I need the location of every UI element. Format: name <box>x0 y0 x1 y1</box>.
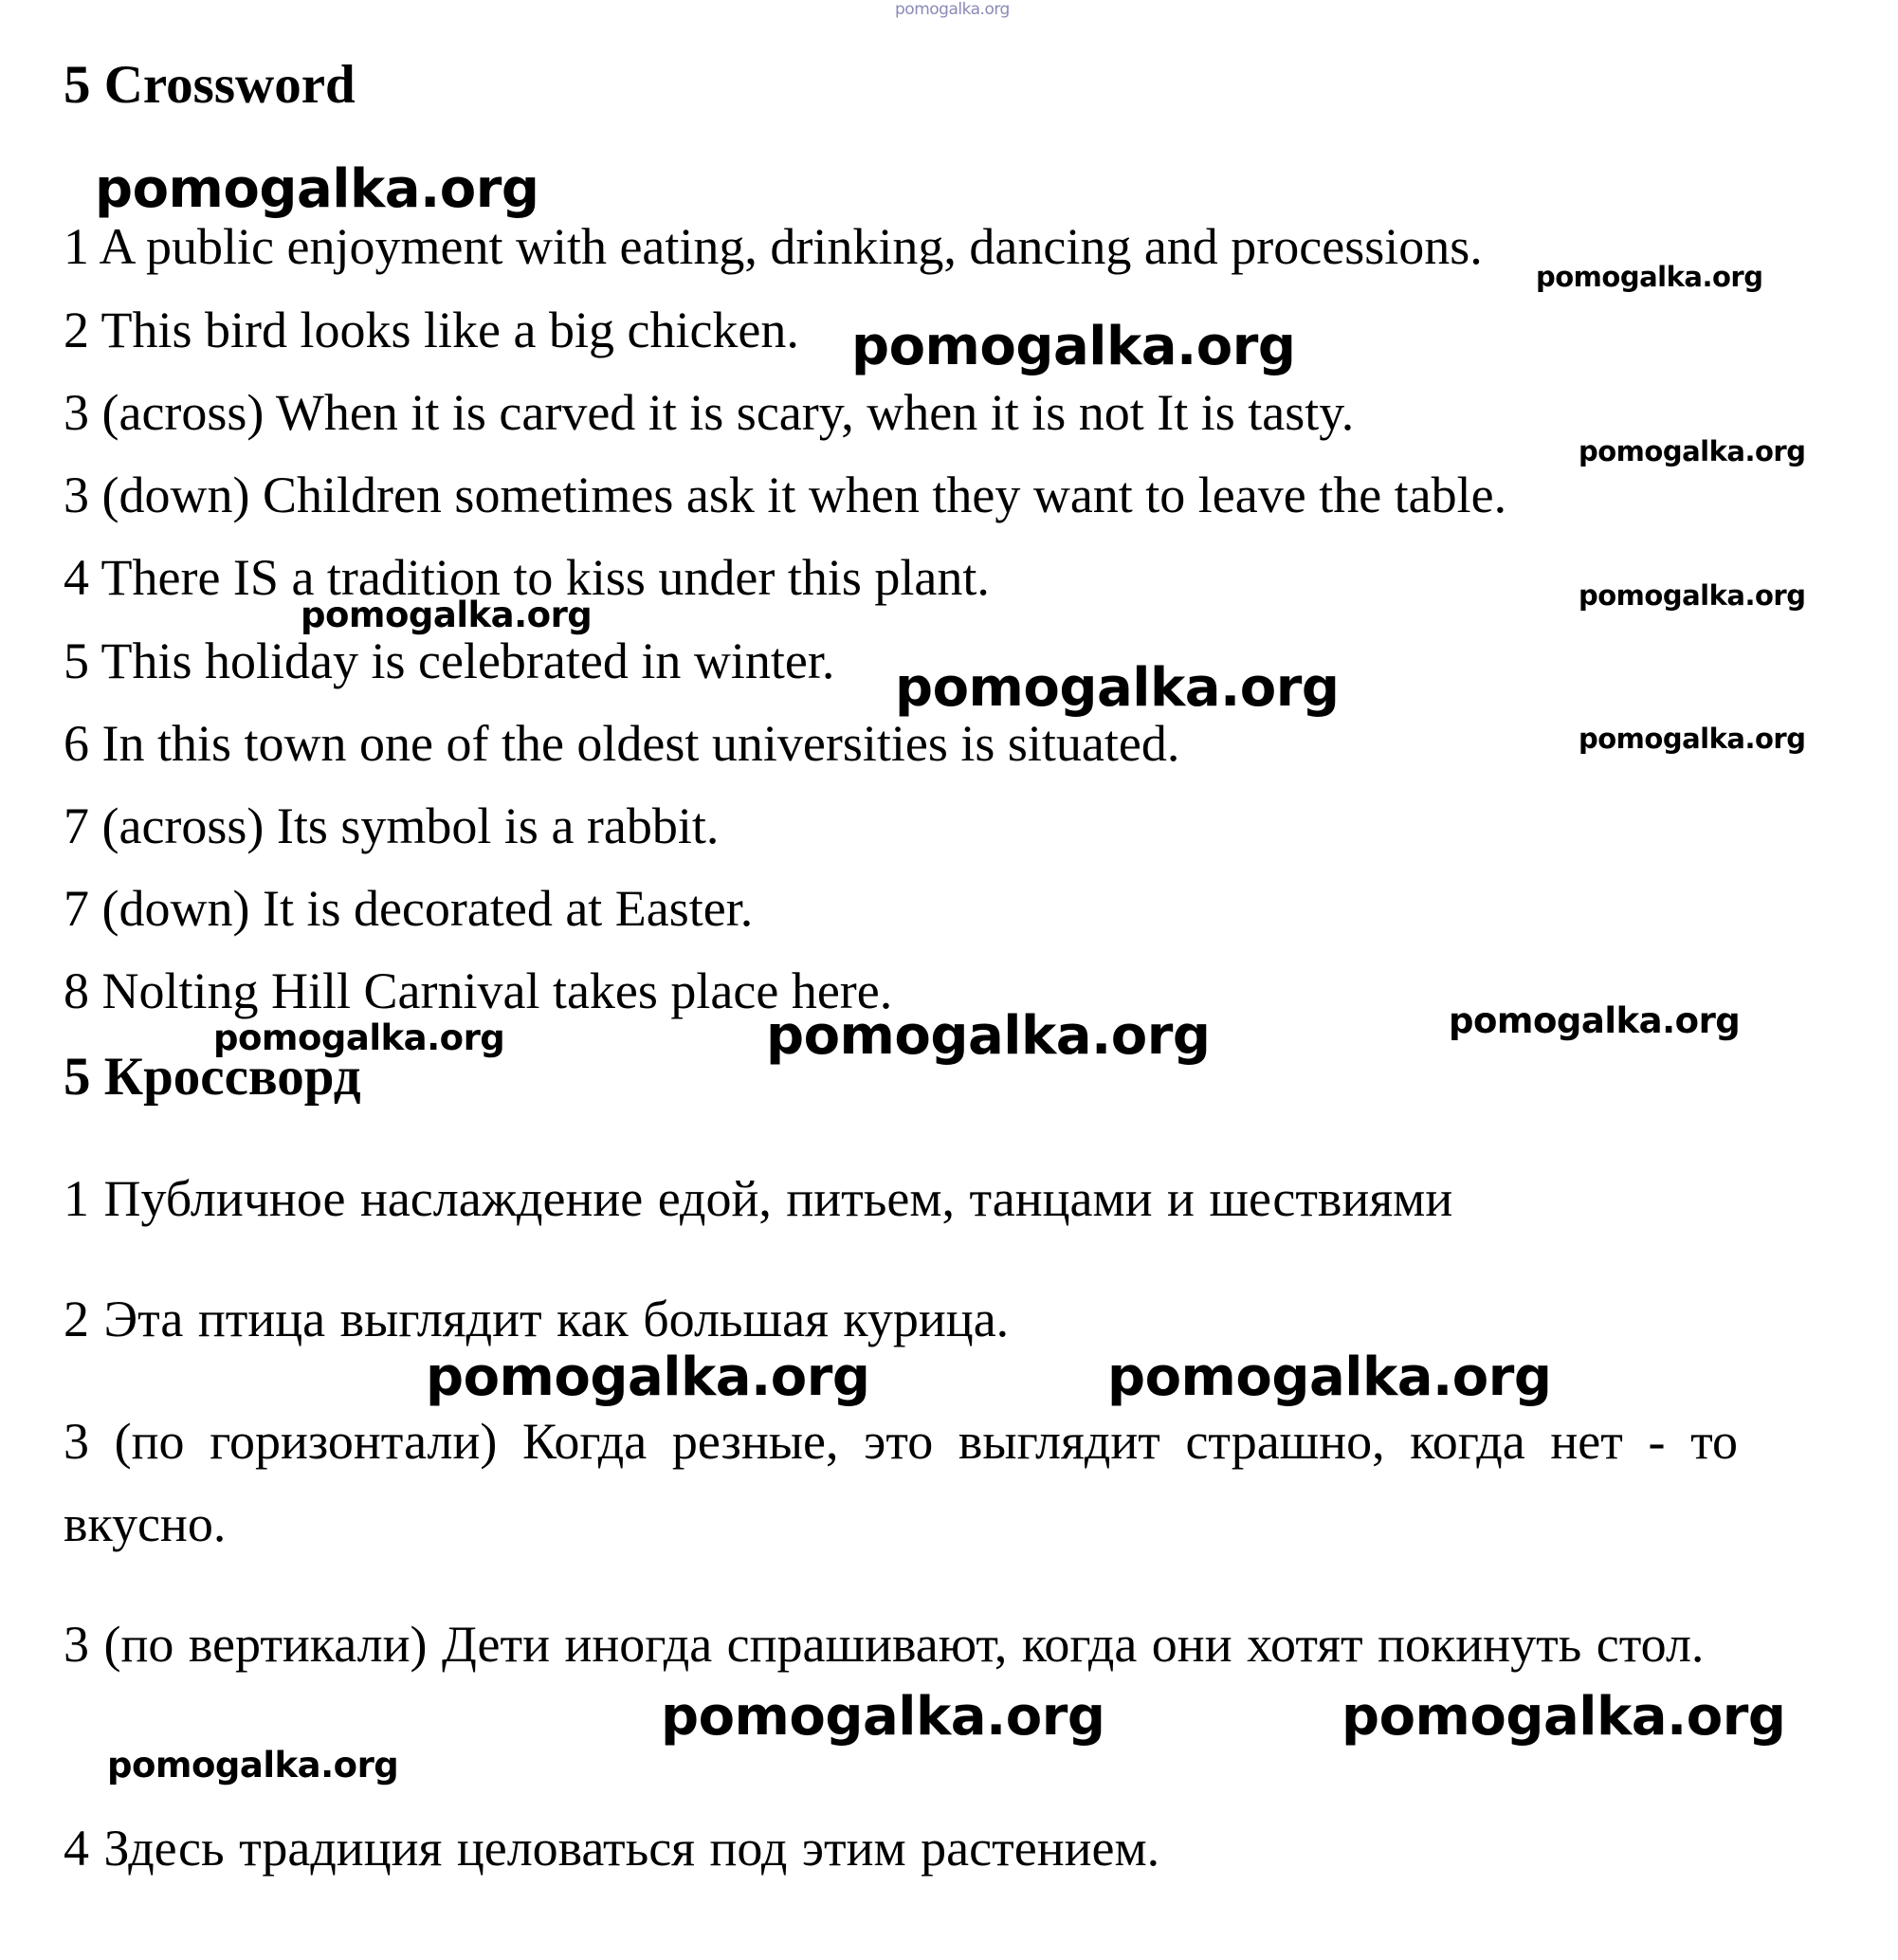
clue-en-8: 8 Nolting Hill Carnival takes place here. <box>64 962 893 1019</box>
clue-ru-3-across: 3 (по горизонтали) Когда резные, это выглядит страшно, когда нет - то вкусно. <box>64 1413 1738 1552</box>
clue-ru-4: 4 Здесь традиция целоваться под этим растением. <box>64 1820 1160 1877</box>
clue-ru-2: 2 Эта птица выглядит как большая курица. <box>64 1291 1010 1347</box>
watermark: pomogalka.org <box>426 1346 870 1408</box>
clue-en-5: 5 This holiday is celebrated in winter. <box>64 632 835 689</box>
watermark: pomogalka.org <box>1341 1686 1786 1748</box>
watermark: pomogalka.org <box>95 158 539 220</box>
watermark: pomogalka.org <box>1449 1000 1741 1041</box>
clue-en-1: 1 A public enjoyment with eating, drinking, dancing and processions. <box>64 218 1483 275</box>
clue-ru-1: 1 Публичное наслаждение едой, питьем, танцами и шествиями <box>64 1170 1453 1227</box>
header-watermark: pomogalka.org <box>895 0 1010 19</box>
clue-en-2: 2 This bird looks like a big chicken. <box>64 302 799 358</box>
clue-en-3-across: 3 (across) When it is carved it is scary, when it is not It is tasty. <box>64 384 1355 441</box>
watermark: pomogalka.org <box>1107 1346 1552 1408</box>
watermark: pomogalka.org <box>766 1005 1211 1067</box>
watermark: pomogalka.org <box>107 1745 399 1786</box>
watermark: pomogalka.org <box>1579 435 1806 467</box>
watermark: pomogalka.org <box>851 316 1296 377</box>
watermark: pomogalka.org <box>661 1686 1105 1748</box>
clue-ru-3-down: 3 (по вертикали) Дети иногда спрашивают, когда они хотят покинуть стол. <box>64 1616 1705 1673</box>
watermark: pomogalka.org <box>213 1017 505 1058</box>
english-heading: 5 Crossword <box>64 55 356 115</box>
clue-en-7-down: 7 (down) It is decorated at Easter. <box>64 880 754 937</box>
watermark: pomogalka.org <box>1536 261 1763 293</box>
watermark: pomogalka.org <box>301 595 593 635</box>
clue-en-3-down: 3 (down) Children sometimes ask it when they want to leave the table. <box>64 467 1507 523</box>
clue-en-4: 4 There IS a tradition to kiss under this plant. <box>64 549 990 606</box>
clue-en-7-across: 7 (across) Its symbol is a rabbit. <box>64 797 720 854</box>
watermark: pomogalka.org <box>895 657 1340 719</box>
clue-en-6: 6 In this town one of the oldest universities is situated. <box>64 715 1180 772</box>
russian-heading: 5 Кроссворд <box>64 1047 361 1107</box>
watermark: pomogalka.org <box>1579 579 1806 612</box>
watermark: pomogalka.org <box>1579 723 1806 755</box>
